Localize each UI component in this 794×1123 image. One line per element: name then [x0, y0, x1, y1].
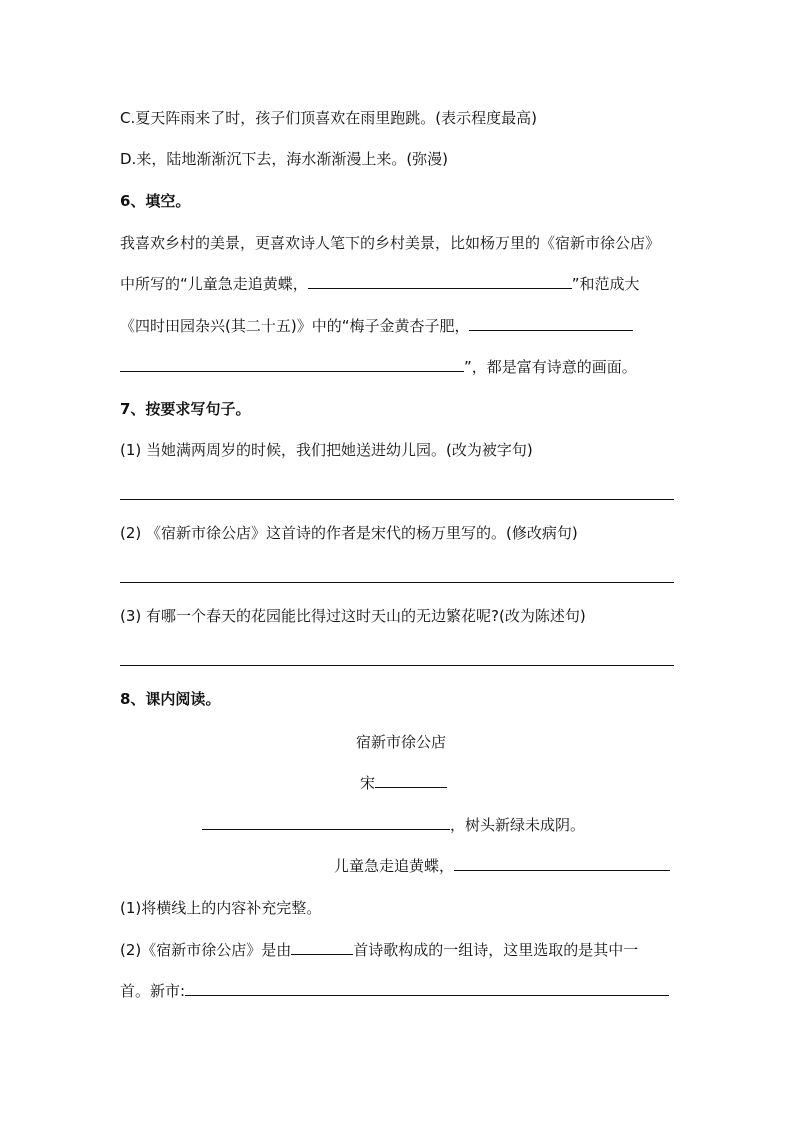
q6-line-2-text: 中所写的“儿童急走追黄蝶，	[120, 275, 308, 293]
q6-title: 6、填空。	[120, 192, 191, 210]
q6-line-4-end: ”，都是富有诗意的画面。	[464, 358, 637, 376]
poem-blank-1[interactable]	[202, 815, 450, 830]
q6-line-4	[120, 357, 637, 377]
q7-sentence-1: (1) 当她满两周岁的时候，我们把她送进幼儿园。(改为被字句)	[120, 441, 533, 459]
poem-line-2	[334, 856, 670, 876]
poem-line-1-end: ，树头新绿未成阴。	[450, 816, 586, 834]
q8-sub-2-text: (2)《宿新市徐公店》是由	[120, 941, 292, 959]
q6-line-2	[120, 274, 640, 294]
q8-title: 8、课内阅读。	[120, 690, 221, 708]
q8-sub-2-cont-text: 首。新市:	[120, 982, 186, 1000]
option-d: D.来，陆地渐渐沉下去，海水渐渐漫上来。(弥漫)	[120, 150, 449, 168]
q6-line-1: 我喜欢乡村的美景，更喜欢诗人笔下的乡村美景，比如杨万里的《宿新市徐公店》	[120, 234, 661, 252]
q7-sentence-2: (2) 《宿新市徐公店》这首诗的作者是宋代的杨万里写的。(修改病句)	[120, 524, 578, 542]
q6-line-3-text: 《四时田园杂兴(其二十五)》中的“梅子金黄杏子肥，	[120, 317, 470, 335]
q7-answer-line-3[interactable]	[120, 665, 674, 666]
q6-blank-2[interactable]	[469, 316, 633, 331]
poem-dynasty: 宋	[360, 774, 376, 792]
q8-sub-2	[120, 940, 638, 960]
xinshi-blank[interactable]	[185, 981, 669, 996]
q6-line-3	[120, 316, 633, 336]
q7-answer-line-2[interactable]	[120, 582, 674, 583]
q7-title: 7、按要求写句子。	[120, 400, 251, 418]
option-c: C.夏天阵雨来了时，孩子们顶喜欢在雨里跑跳。(表示程度最高)	[120, 109, 537, 127]
q8-sub-2-cont	[120, 981, 669, 1001]
q6-line-2-end: ”和范成大	[571, 275, 640, 293]
q6-blank-1[interactable]	[308, 274, 572, 289]
author-blank[interactable]	[375, 773, 447, 788]
count-blank[interactable]	[291, 940, 353, 955]
q8-sub-1: (1)将横线上的内容补充完整。	[120, 899, 322, 917]
poem-line-2-start: 儿童急走追黄蝶，	[334, 857, 455, 875]
poem-title: 宿新市徐公店	[356, 733, 447, 751]
q7-answer-line-1[interactable]	[120, 499, 674, 500]
q7-sentence-3: (3) 有哪一个春天的花园能比得过这时天山的无边繁花呢?(改为陈述句)	[120, 607, 586, 625]
poem-line-1	[202, 815, 585, 835]
poem-blank-2[interactable]	[454, 856, 670, 871]
q8-sub-2-end: 首诗歌构成的一组诗，这里选取的是其中一	[353, 941, 639, 959]
q6-blank-3[interactable]	[120, 357, 464, 372]
poem-author-line	[360, 773, 447, 793]
